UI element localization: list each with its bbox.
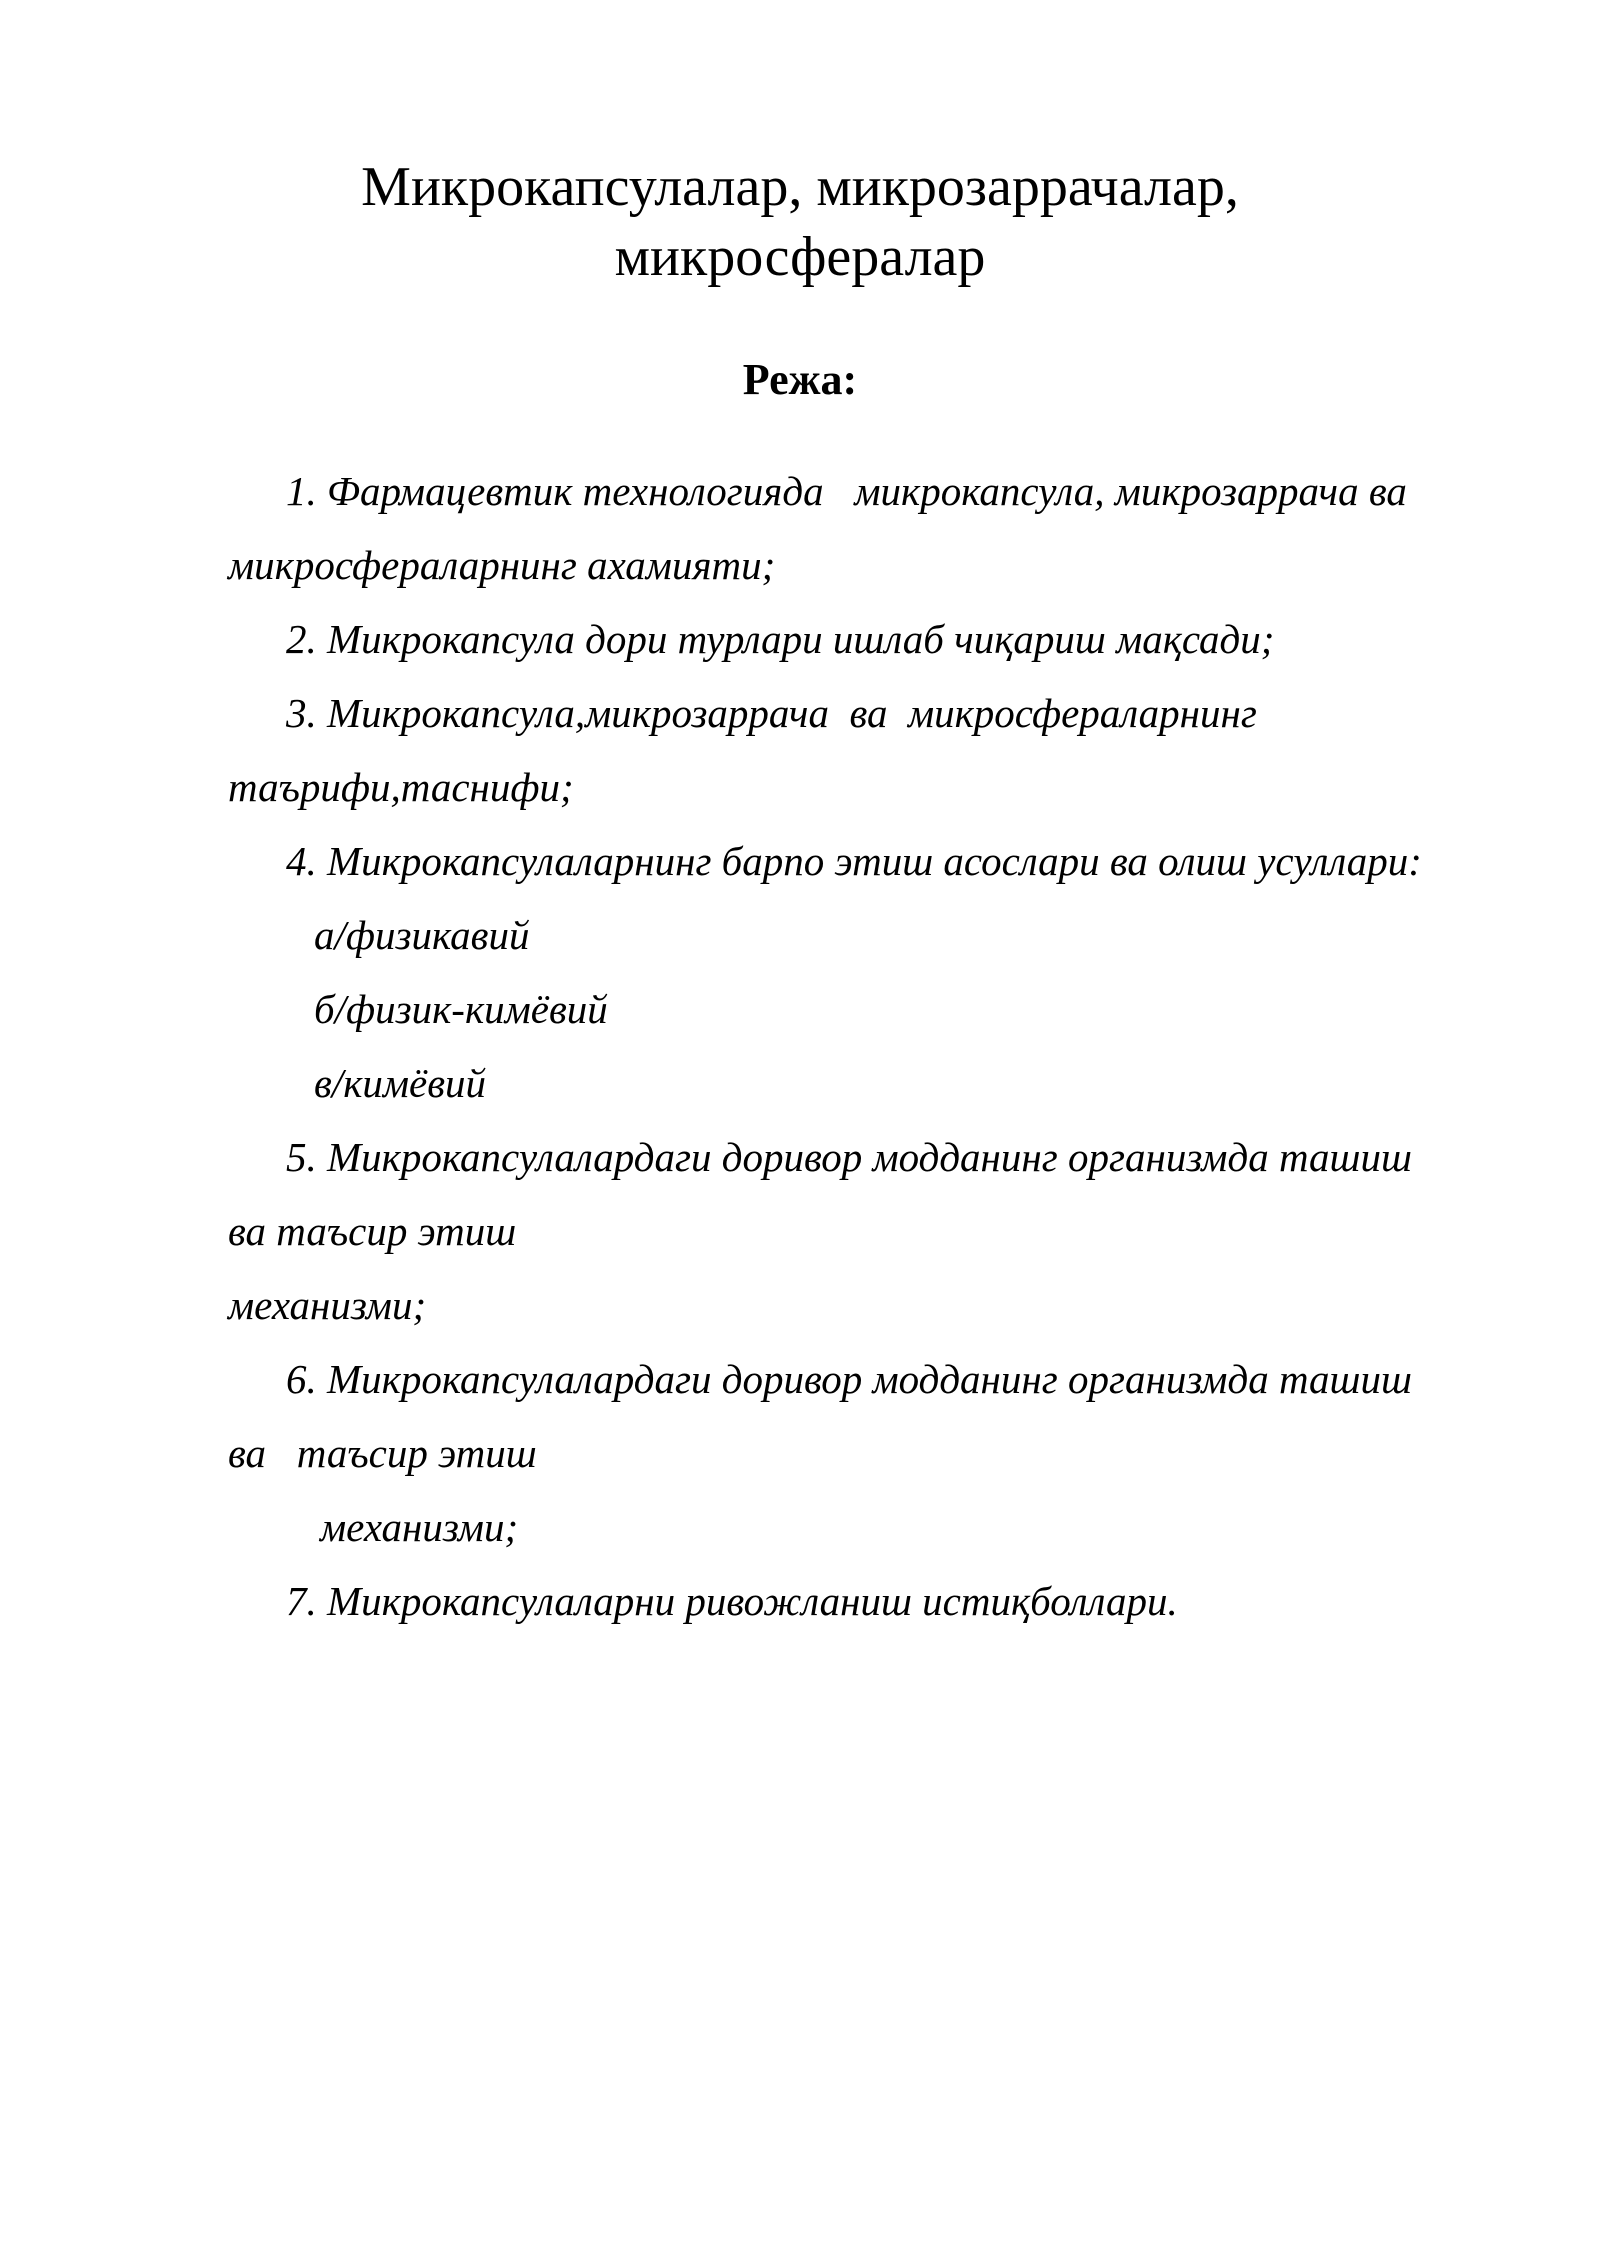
plan-item-4-sub-a: а/физикавий bbox=[314, 912, 530, 958]
page-title bbox=[200, 152, 1400, 292]
plan-item-1-line-1: 1. Фармацевтик технологияда микрокапсула, микрозаррача ва bbox=[286, 468, 1407, 514]
plan-item-6-line-3: механизми; bbox=[320, 1504, 519, 1550]
plan-item-6-line-1: 6. Микрокапсулалардаги доривор модданинг организмда ташиш bbox=[286, 1356, 1412, 1402]
title-line-2: микросфералар bbox=[614, 226, 986, 288]
plan-item-5-line-2: ва таъсир этиш bbox=[228, 1208, 517, 1254]
plan-item-1-line-2: микросфераларнинг ахамияти; bbox=[228, 542, 776, 588]
plan-item-4: 4. Микрокапсулаларнинг барпо этиш асослари ва олиш усуллари: bbox=[286, 838, 1422, 884]
plan-heading: Режа: bbox=[742, 355, 858, 404]
plan-item-3-line-2: таърифи,таснифи; bbox=[228, 764, 574, 810]
plan-item-6-line-2: ва таъсир этиш bbox=[228, 1430, 537, 1476]
plan-item-3-line-1: 3. Микрокапсула,микрозаррача ва микросфераларнинг bbox=[286, 690, 1257, 736]
plan-item-7: 7. Микрокапсулаларни ривожланиш истиқболлари. bbox=[286, 1578, 1178, 1624]
plan-item-4-sub-c: в/кимёвий bbox=[314, 1060, 487, 1106]
plan-item-5-line-1: 5. Микрокапсулалардаги доривор модданинг организмда ташиш bbox=[286, 1134, 1412, 1180]
title-line-1: Микрокапсулалар, микрозаррачалар, bbox=[361, 156, 1239, 218]
plan-item-5-line-3: механизми; bbox=[228, 1282, 427, 1328]
plan-item-2: 2. Микрокапсула дори турлари ишлаб чиқариш мақсади; bbox=[286, 616, 1275, 662]
plan-item-4-sub-b: б/физик-кимёвий bbox=[314, 986, 608, 1032]
